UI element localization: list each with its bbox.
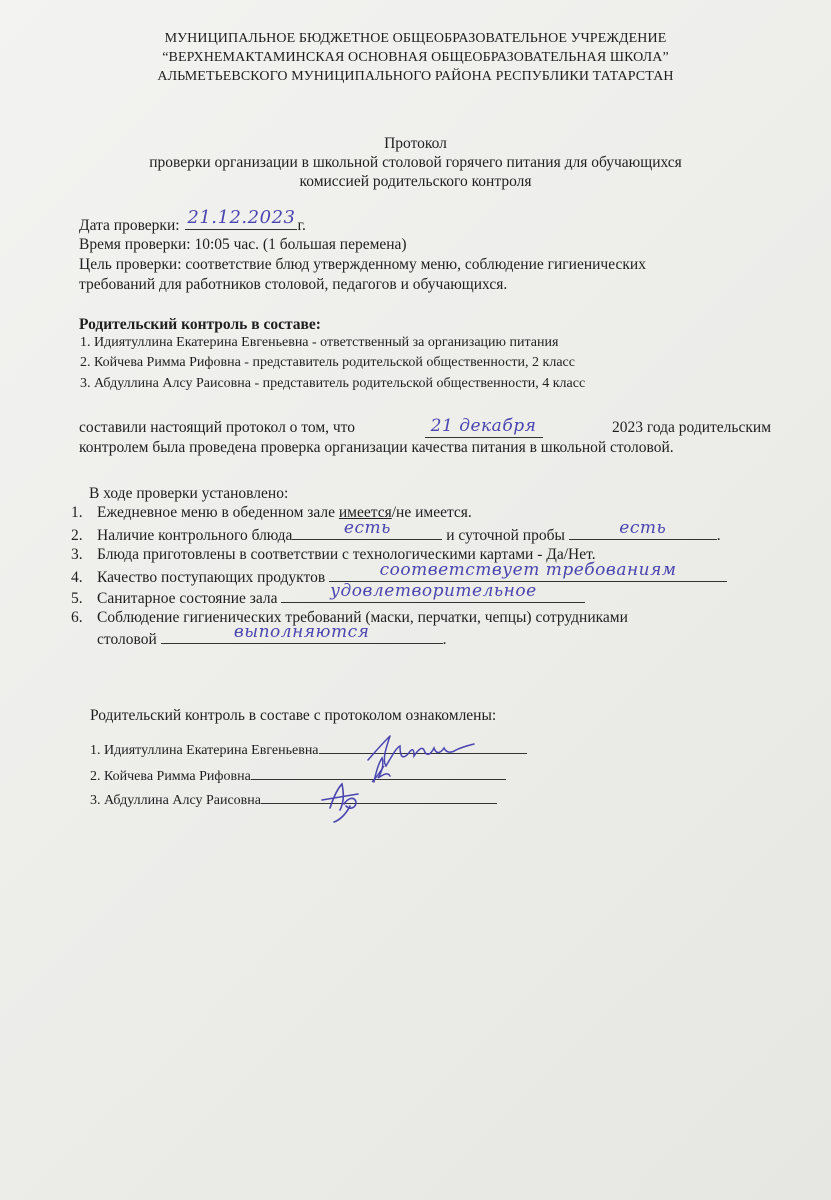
finding-2-text-b: и суточной пробы xyxy=(442,527,569,544)
finding-1-text: Ежедневное меню в обеденном зале xyxy=(97,504,339,521)
finding-4-handwritten: соответствует требованиям xyxy=(379,560,677,580)
protocol-title: Протокол xyxy=(384,135,447,152)
finding-1-number: 1. xyxy=(71,504,83,521)
ack-member-3-name: 3. Абдуллина Алсу Раисовна xyxy=(90,793,262,808)
finding-6-end: . xyxy=(442,631,447,648)
finding-2-field-b xyxy=(569,518,717,540)
finding-3-number: 3. xyxy=(71,546,83,563)
finding-5 xyxy=(71,581,585,609)
ack-member-2-name: 2. Койчева Римма Рифовна xyxy=(90,769,251,784)
ack-heading: Родительский контроль в составе с протоколом ознакомлены: xyxy=(90,707,497,724)
statement-line1 xyxy=(79,418,771,438)
finding-6-text-2: столовой xyxy=(97,631,161,648)
finding-2-text: Наличие контрольного блюда xyxy=(97,527,293,544)
finding-2-field-a xyxy=(292,518,442,540)
statement-line2: контролем была проведена проверка организации качества питания в школьной столовой. xyxy=(79,439,674,456)
findings-intro: В ходе проверки установлено: xyxy=(89,485,289,502)
finding-4-number: 4. xyxy=(71,569,83,586)
signature-3-image xyxy=(300,776,380,826)
committee-member-2: 2. Койчева Римма Рифовна - представитель родительской общественности, 2 класс xyxy=(80,355,575,370)
ack-member-1-name: 1. Идиятуллина Екатерина Евгеньевна xyxy=(90,743,319,758)
ack-member-3 xyxy=(90,790,497,810)
statement-part1: составили настоящий протокол о том, что xyxy=(79,419,355,436)
protocol-subtitle-line1: проверки организации в школьной столовой горячего питания для обучающихся xyxy=(149,154,682,171)
finding-6-text: Соблюдение гигиенических требований (маски, перчатки, чепцы) сотрудниками xyxy=(97,609,628,626)
finding-1-selected: имеется xyxy=(338,504,392,521)
finding-6-field xyxy=(161,622,443,644)
committee-heading: Родительский контроль в составе: xyxy=(79,316,321,333)
check-date-field xyxy=(185,207,297,230)
finding-6-line2 xyxy=(97,622,447,650)
finding-2 xyxy=(71,518,721,546)
statement-date-handwritten: 21 декабря xyxy=(430,416,537,436)
check-date-handwritten: 21.12.2023 xyxy=(187,207,296,228)
check-date-line xyxy=(79,207,306,236)
finding-6-number: 6. xyxy=(71,609,83,626)
finding-2-handwritten-b: есть xyxy=(619,518,667,538)
finding-2-handwritten-a: есть xyxy=(343,518,391,538)
finding-4-text: Качество поступающих продуктов xyxy=(97,569,330,586)
finding-5-number: 5. xyxy=(71,590,83,607)
committee-member-3: 3. Абдуллина Алсу Раисовна - представитель родительской общественности, 4 класс xyxy=(80,376,586,391)
check-date-label: Дата проверки: xyxy=(79,217,180,234)
check-purpose-line2: требований для работников столовой, педагогов и обучающихся. xyxy=(79,276,508,293)
finding-5-field xyxy=(281,581,585,603)
finding-1-text-end: /не имеется. xyxy=(391,504,472,521)
protocol-subtitle-line2: комиссией родительского контроля xyxy=(299,173,532,190)
check-time: Время проверки: 10:05 час. (1 большая перемена) xyxy=(79,236,407,253)
check-purpose-line1: Цель проверки: соответствие блюд утвержденному меню, соблюдение гигиенических xyxy=(79,256,646,273)
institution-header-line2: “ВЕРХНЕМАКТАМИНСКАЯ ОСНОВНАЯ ОБЩЕОБРАЗОВАТЕЛЬНАЯ ШКОЛА” xyxy=(162,50,669,65)
statement-part2: 2023 года родительским xyxy=(612,419,771,436)
finding-3-text: Блюда приготовлены в соответствии с технологическими картами - Да/Нет. xyxy=(97,546,596,563)
statement-date-field xyxy=(425,416,543,438)
finding-4-field xyxy=(329,560,727,582)
committee-member-1: 1. Идиятуллина Екатерина Евгеньевна - ответственный за организацию питания xyxy=(80,335,559,350)
finding-2-end: . xyxy=(716,527,721,544)
institution-header-line3: АЛЬМЕТЬЕВСКОГО МУНИЦИПАЛЬНОГО РАЙОНА РЕСПУБЛИКИ ТАТАРСТАН xyxy=(157,69,674,84)
finding-2-number: 2. xyxy=(71,527,83,544)
finding-5-handwritten: удовлетворительное xyxy=(330,581,537,601)
finding-6-handwritten: выполняются xyxy=(233,622,370,642)
check-date-suffix: г. xyxy=(297,217,306,234)
institution-header-line1: МУНИЦИПАЛЬНОЕ БЮДЖЕТНОЕ ОБЩЕОБРАЗОВАТЕЛЬНОЕ УЧРЕЖДЕНИЕ xyxy=(164,31,667,46)
finding-5-text: Санитарное состояние зала xyxy=(97,590,282,607)
